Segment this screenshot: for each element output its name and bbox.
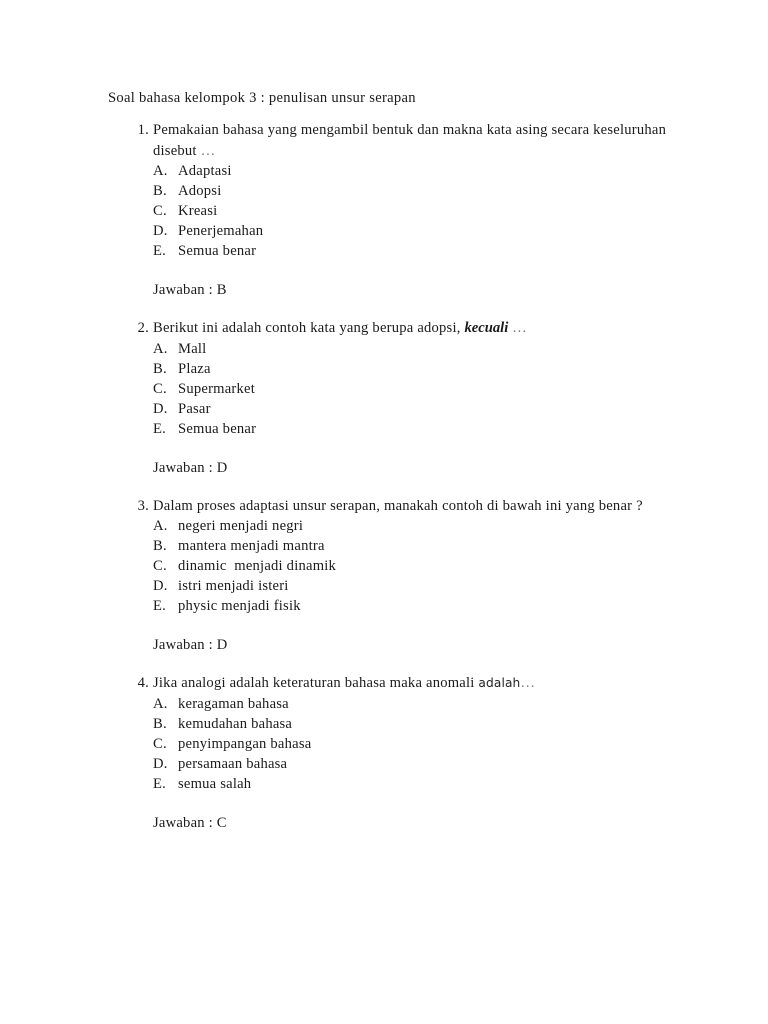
answer-line: Jawaban : D: [153, 637, 228, 653]
option-letter: C.: [153, 558, 167, 574]
question-number: 1.: [137, 122, 149, 138]
answer-line: Jawaban : B: [153, 282, 227, 298]
option-item[interactable]: [108, 161, 688, 181]
option-text: Kreasi: [178, 203, 218, 219]
option-item[interactable]: [108, 201, 688, 221]
option-list: [108, 516, 688, 616]
option-text: istri menjadi isteri: [178, 578, 289, 594]
option-text: keragaman bahasa: [178, 695, 289, 712]
option-letter: E.: [153, 775, 167, 792]
option-item[interactable]: [108, 241, 688, 261]
option-list: [108, 339, 688, 439]
question-number: 3.: [137, 497, 149, 514]
question-number: 2.: [137, 320, 149, 336]
option-text: mantera menjadi mantra: [178, 538, 325, 554]
option-letter: C.: [153, 380, 167, 397]
option-text: Supermarket: [178, 380, 255, 397]
option-letter: E.: [153, 420, 167, 437]
question-stem: [108, 496, 688, 517]
option-text: physic menjadi fisik: [178, 598, 301, 614]
option-item[interactable]: [108, 556, 688, 576]
question-emphasis: kecuali: [464, 320, 509, 336]
option-item[interactable]: [108, 181, 688, 201]
option-item[interactable]: [108, 694, 688, 714]
ellipsis-mark: …: [512, 320, 528, 336]
option-item[interactable]: [108, 221, 688, 241]
document-title: Soal bahasa kelompok 3 : penulisan unsur serapan: [108, 90, 416, 106]
option-text: Adaptasi: [178, 163, 232, 179]
option-item[interactable]: [108, 754, 688, 774]
option-text: Penerjemahan: [178, 223, 264, 239]
answer-line: Jawaban : C: [153, 814, 227, 831]
answer-line: Jawaban : D: [153, 459, 228, 476]
ellipsis-mark: …: [200, 142, 217, 159]
question-text-main: Dalam proses adaptasi unsur serapan, manakah contoh di bawah ini yang benar ?: [153, 497, 643, 514]
option-letter: D.: [153, 755, 168, 772]
question-text: [153, 673, 688, 694]
question-number: 4.: [137, 675, 149, 691]
question-text: [153, 318, 688, 339]
option-letter: D.: [153, 400, 168, 417]
option-item[interactable]: [108, 419, 688, 439]
option-letter: C.: [153, 735, 167, 752]
option-letter: A.: [153, 518, 168, 534]
question-text: [153, 120, 688, 161]
option-item[interactable]: [108, 596, 688, 616]
question-stem: [108, 318, 688, 339]
option-letter: A.: [153, 163, 168, 179]
option-letter: E.: [153, 598, 167, 614]
option-item[interactable]: [108, 774, 688, 794]
option-text: dinamic menjadi dinamik: [178, 558, 337, 574]
option-item[interactable]: [108, 339, 688, 359]
option-text: Mall: [178, 340, 207, 357]
question-block: [108, 673, 688, 833]
option-text: kemudahan bahasa: [178, 715, 293, 732]
option-item[interactable]: [108, 576, 688, 596]
question-text: [153, 496, 688, 517]
option-item[interactable]: [108, 516, 688, 536]
option-letter: D.: [153, 578, 168, 594]
option-item[interactable]: [108, 536, 688, 556]
ellipsis-mark: …: [520, 675, 537, 691]
option-text: Pasar: [178, 400, 211, 417]
option-letter: E.: [153, 243, 167, 259]
option-letter: B.: [153, 715, 167, 732]
option-item[interactable]: [108, 734, 688, 754]
option-text: Adopsi: [178, 183, 222, 199]
option-text: negeri menjadi negri: [178, 518, 304, 534]
document-body: [108, 88, 688, 851]
option-list: [108, 161, 688, 261]
option-text: Plaza: [178, 360, 211, 377]
question-block: [108, 120, 688, 300]
option-item[interactable]: [108, 399, 688, 419]
option-letter: C.: [153, 203, 167, 219]
option-letter: A.: [153, 340, 168, 357]
question-text-tail: adalah: [478, 676, 521, 690]
question-text-main: Berikut ini adalah contoh kata yang berupa adopsi,: [153, 320, 465, 336]
option-letter: A.: [153, 695, 168, 712]
option-item[interactable]: [108, 714, 688, 734]
option-letter: B.: [153, 538, 167, 554]
option-item[interactable]: [108, 359, 688, 379]
option-letter: B.: [153, 183, 167, 199]
option-text: Semua benar: [178, 243, 257, 259]
question-stem: [108, 673, 688, 694]
question-stem: [108, 120, 688, 161]
question-block: [108, 496, 688, 656]
option-text: persamaan bahasa: [178, 755, 288, 772]
option-text: Semua benar: [178, 420, 257, 437]
option-text: semua salah: [178, 775, 252, 792]
question-text-main: Jika analogi adalah keteraturan bahasa maka anomali: [153, 675, 479, 691]
option-letter: D.: [153, 223, 168, 239]
option-text: penyimpangan bahasa: [178, 735, 312, 752]
option-letter: B.: [153, 360, 167, 377]
option-list: [108, 694, 688, 794]
option-item[interactable]: [108, 379, 688, 399]
question-block: [108, 318, 688, 478]
question-text-main: Pemakaian bahasa yang mengambil bentuk dan makna kata asing secara keseluruhan disebut: [153, 122, 667, 159]
